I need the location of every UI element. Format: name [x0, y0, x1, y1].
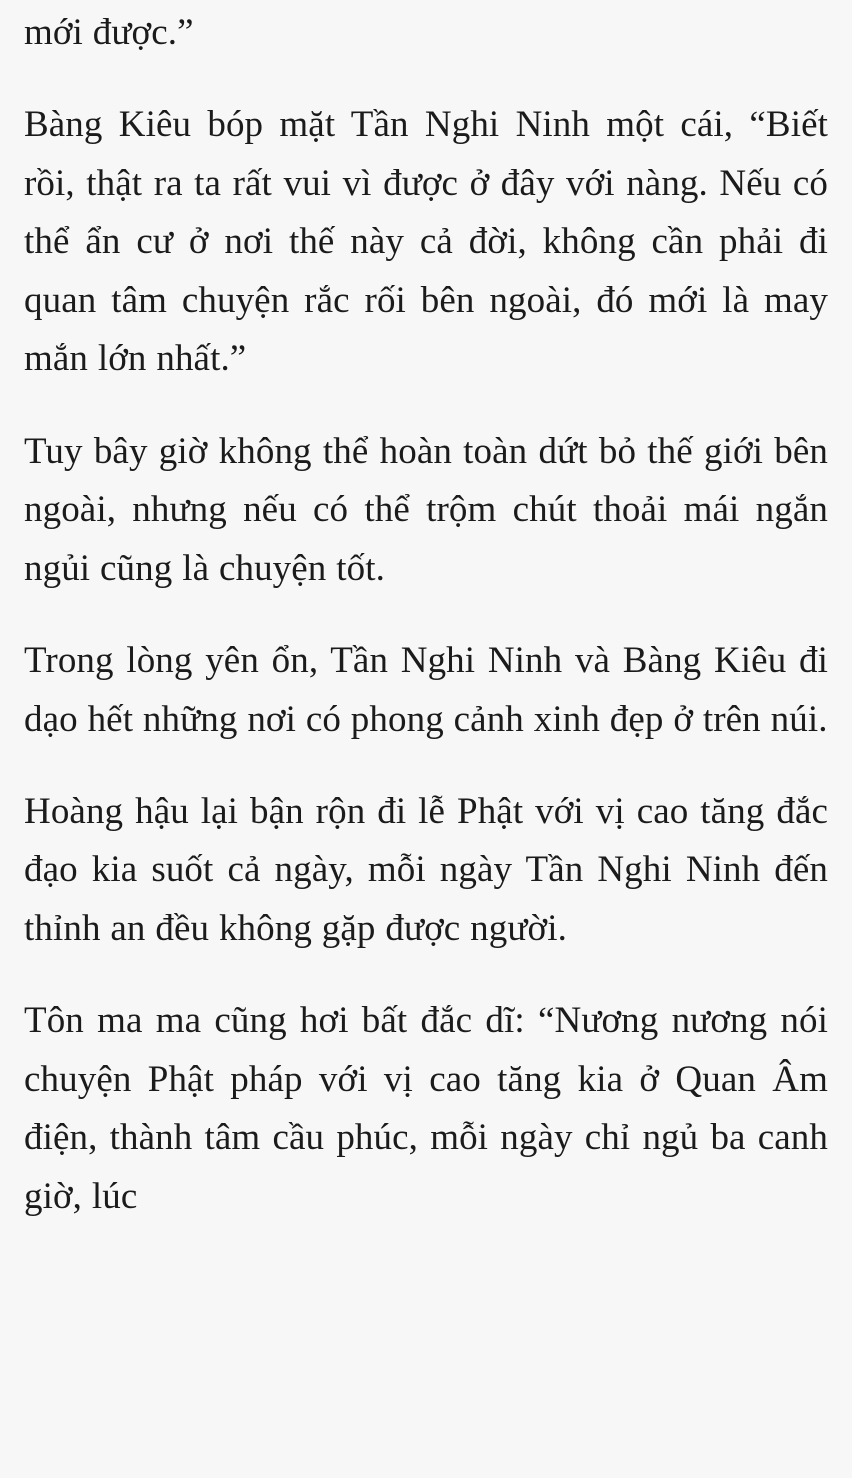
paragraph: Tôn ma ma cũng hơi bất đắc dĩ: “Nương nương nói chuyện Phật pháp với vị cao tăng kia ở Quan Âm điện, thành tâm cầu phúc, mỗi ngày chỉ ngủ ba canh giờ, lúc [24, 1000, 828, 1217]
paragraph: mới được.” [24, 12, 194, 53]
paragraph: Bàng Kiêu bóp mặt Tần Nghi Ninh một cái, “Biết rồi, thật ra ta rất vui vì được ở đây với nàng. Nếu có thể ẩn cư ở nơi thế này cả đời, không cần phải đi quan tâm chuyện rắc rối bên ngoài, đó mới là may mắn lớn nhất.” [24, 104, 828, 380]
paragraph: Hoàng hậu lại bận rộn đi lễ Phật với vị cao tăng đắc đạo kia suốt cả ngày, mỗi ngày Tần Nghi Ninh đến thỉnh an đều không gặp được người. [24, 790, 828, 949]
paragraph: Tuy bây giờ không thể hoàn toàn dứt bỏ thế giới bên ngoài, nhưng nếu có thể trộm chút thoải mái ngắn ngủi cũng là chuyện tốt. [24, 430, 828, 589]
paragraph: Trong lòng yên ổn, Tần Nghi Ninh và Bàng Kiêu đi dạo hết những nơi có phong cảnh xinh đẹp ở trên núi. [24, 640, 828, 740]
